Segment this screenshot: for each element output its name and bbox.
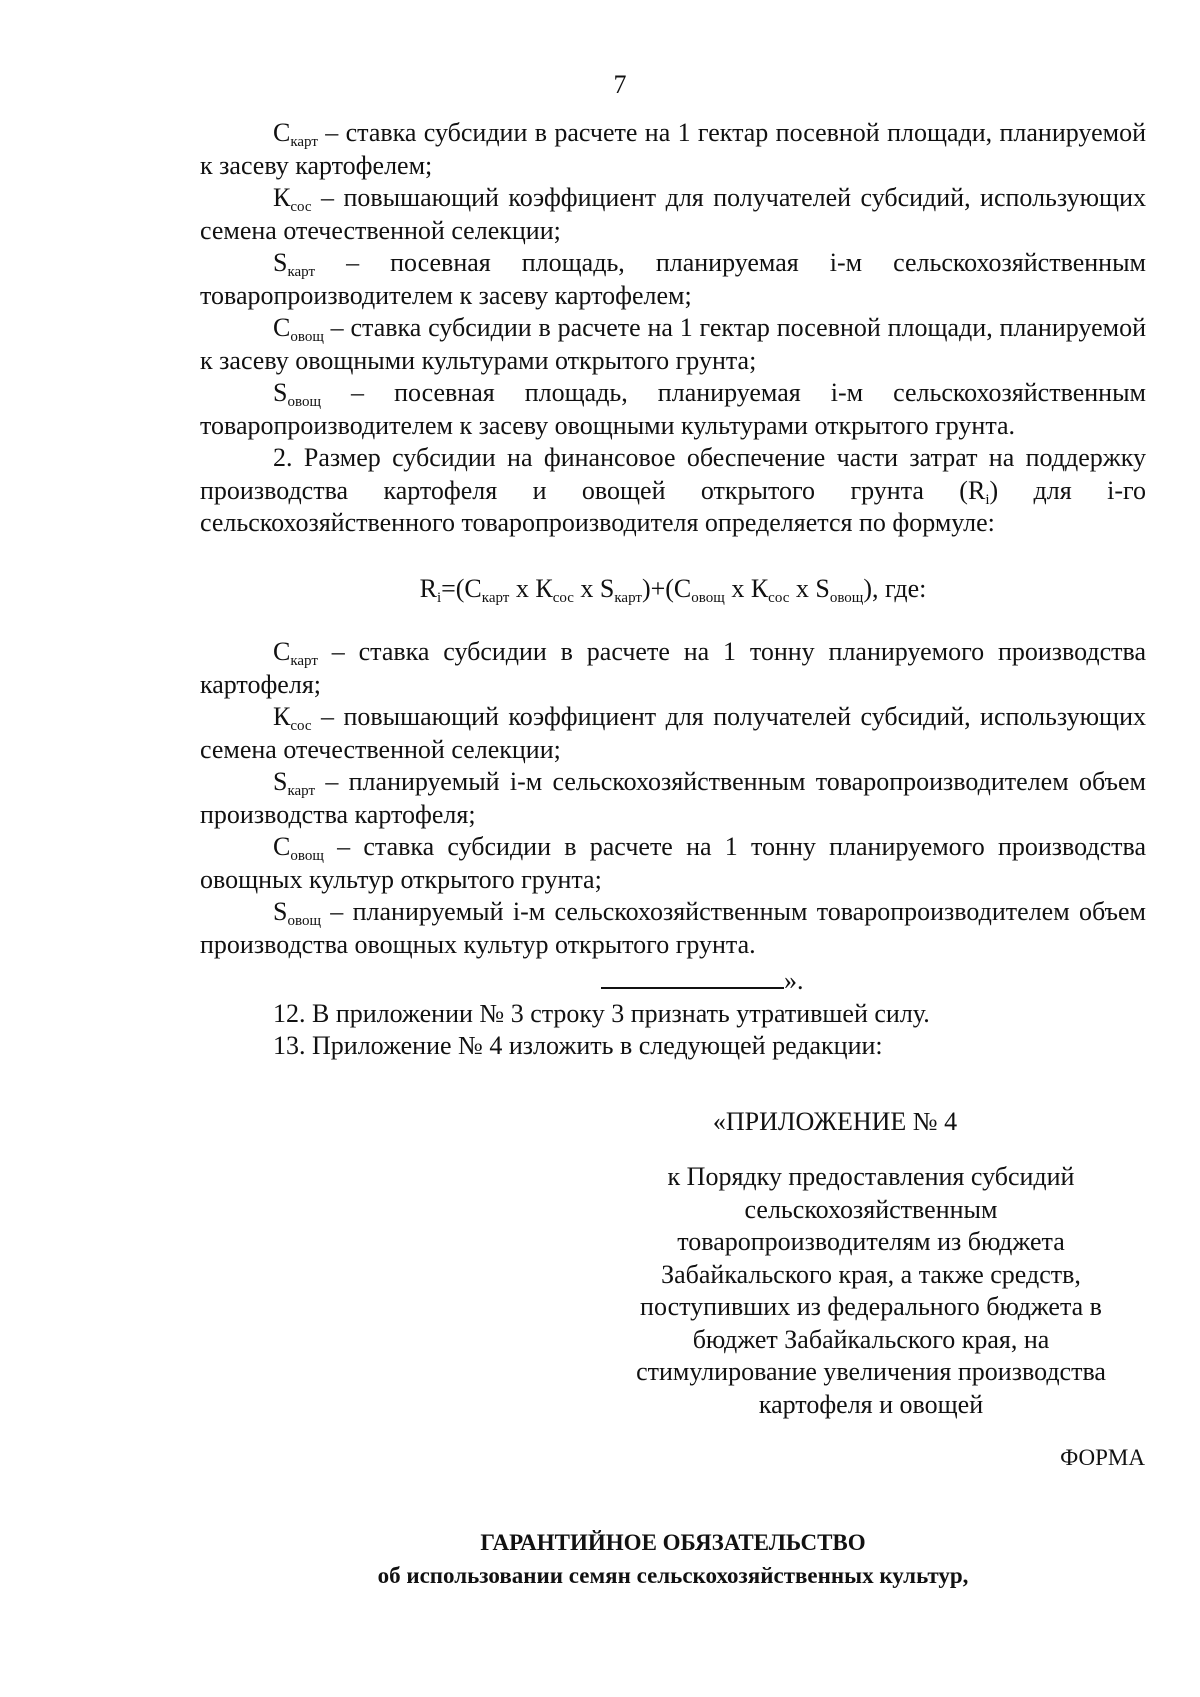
appendix-line: сельскохозяйственным — [744, 1194, 998, 1224]
appendix-line: стимулирование увеличения производства — [636, 1357, 1106, 1386]
definition-paragraph: $С_{карт}$ – ставка субсидии в расчете на 1 гектар посевной площади, планируемой к засеву картофелем; — [200, 118, 1146, 180]
underline-rule — [601, 961, 784, 989]
document-heading: ГАРАНТИЙНОЕ ОБЯЗАТЕЛЬСТВО — [480, 1530, 866, 1555]
appendix-line: бюджет Забайкальского края, на — [692, 1324, 1050, 1354]
appendix-caption — [610, 1161, 1132, 1421]
closing-line: ». — [200, 961, 1146, 998]
document-body — [200, 117, 1146, 1063]
appendix-line: к Порядку предоставления субсидий — [667, 1162, 1075, 1191]
definition-paragraph: $S_{карт}$ – посевная площадь, планируемая і-м сельскохозяйственным товаропроизводителем к засеву картофелем; — [200, 248, 1146, 310]
appendix-line: поступивших из федерального бюджета в — [640, 1292, 1102, 1321]
appendix-title: «ПРИЛОЖЕНИЕ № 4 — [712, 1107, 958, 1136]
definition-paragraph: $К_{сос}$ – повышающий коэффициент для получателей субсидий, использующих семена отечественной селекции; — [200, 183, 1146, 245]
definition-paragraph: $S_{овощ}$ – посевная площадь, планируемая і-м сельскохозяйственным товаропроизводителем к засеву овощными культурами открытого грунта. — [200, 378, 1146, 440]
definition-paragraph: $S_{карт}$ – планируемый і-м сельскохозяйственным товаропроизводителем объем производства картофеля; — [200, 767, 1146, 829]
item-13: 13. Приложение № 4 изложить в следующей редакции: — [273, 1031, 883, 1060]
item-12: 12. В приложении № 3 строку 3 признать утратившей силу. — [273, 998, 930, 1028]
definition-paragraph: $S_{овощ}$ – планируемый і-м сельскохозяйственным товаропроизводителем объем производства овощных культур открытого грунта. — [200, 897, 1146, 959]
definition-paragraph: $С_{овощ}$ – ставка субсидии в расчете на 1 тонну планируемого производства овощных культур открытого грунта; — [200, 832, 1146, 894]
definition-paragraph: $К_{сос}$ – повышающий коэффициент для получателей субсидий, использующих семена отечественной селекции; — [200, 702, 1146, 764]
definition-paragraph: $С_{карт}$ – ставка субсидии в расчете на 1 тонну планируемого производства картофеля; — [200, 637, 1146, 699]
paragraph-2: 2. Размер субсидии на финансовое обеспечение части затрат на поддержку производства картофеля и овощей открытого грунта $(R_i)$ для і-го сельскохозяйственного товаропроизводителя определяется по формуле: — [200, 443, 1146, 537]
appendix-line: товаропроизводителям из бюджета — [677, 1227, 1065, 1256]
appendix-line: Забайкальского края, а также средств, — [661, 1259, 1081, 1289]
appendix-line: картофеля и овощей — [758, 1389, 984, 1419]
definition-paragraph: $С_{овощ}$ – ставка субсидии в расчете на 1 гектар посевной площади, планируемой к засеву овощными культурами открытого грунта; — [200, 313, 1146, 375]
form-label: ФОРМА — [1060, 1445, 1145, 1470]
document-subheading: об использовании семян сельскохозяйственных культур, — [377, 1563, 969, 1588]
formula: $R_i=(С_{карт}$ х $К_{сос}$ х $S_{карт})+(С_{овощ}$ х $К_{сос}$ х $S_{овощ}$), где: — [419, 573, 927, 606]
page-number: 7 — [613, 70, 627, 99]
